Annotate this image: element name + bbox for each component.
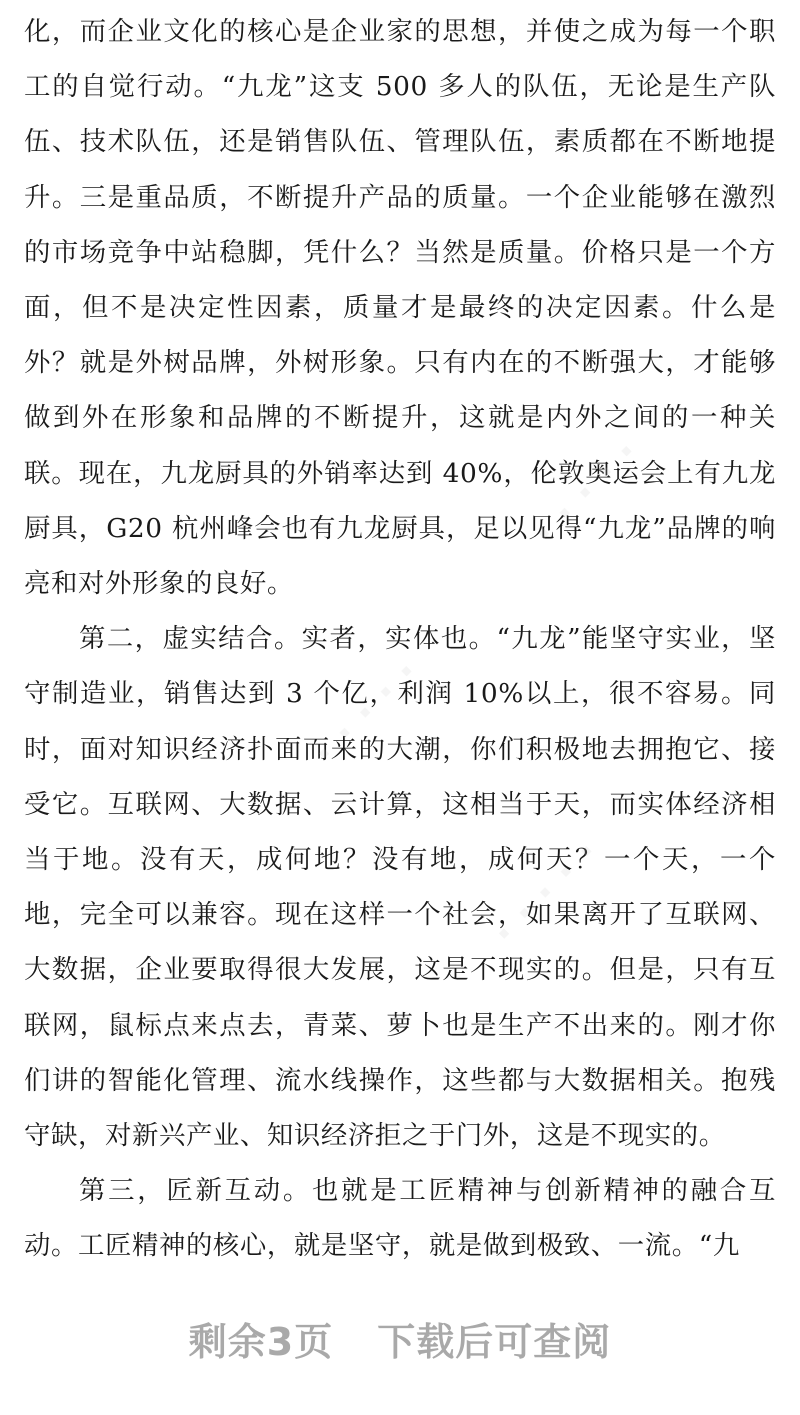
watermark: · · · · · [483,830,609,956]
download-hint-label: 下载后可查阅 [377,1319,612,1364]
paragraph-1: 化，而企业文化的核心是企业家的思想，并使之成为每一个职工的自觉行动。“九龙”这支 500 多人的队伍，无论是生产队伍、技术队伍，还是销售队伍、管理队伍，素质都在不断地提升。三是重品质，不断提升产品的质量。一个企业能够在激烈的市场竞争中站稳脚，凭什么？当然是质量。价格只是一个方面，但不是决定性因素，质量才是最终的决定因素。什么是外？就是外树品牌，外树形象。只有内在的不断强大，才能够做到外在形象和品牌的不断提升，这就是内外之间的一种关联。现在，九龙厨具的外销率达到 40%，伦敦奥运会上有九龙厨具，G20 杭州峰会也有九龙厨具，足以见得“九龙”品牌的响亮和对外形象的良好。 [24,16,776,600]
remaining-pages-label: 剩余3页 [188,1319,334,1364]
watermark: · · · · · [523,430,649,556]
document-body [24,4,776,1274]
paragraph-3: 第三，匠新互动。也就是工匠精神与创新精神的融合互动。工匠精神的核心，就是坚守，就是做到极致、一流。“九 [24,1175,776,1262]
download-prompt-banner[interactable] [0,1306,800,1370]
watermark: · · · · · [303,650,429,776]
paragraph-2: 第二，虚实结合。实者，实体也。“九龙”能坚守实业，坚守制造业，销售达到 3 个亿，利润 10%以上，很不容易。同时，面对知识经济扑面而来的大潮，你们积极地去拥抱它、接受它。互联网、大数据、云计算，这相当于天，而实体经济相当于地。没有天，成何地？没有地，成何天？一个天，一个地，完全可以兼容。现在这样一个社会，如果离开了互联网、大数据，企业要取得很大发展，这是不现实的。但是，只有互联网，鼠标点来点去，青菜、萝卜也是生产不出来的。刚才你们讲的智能化管理、流水线操作，这些都与大数据相关。抱残守缺，对新兴产业、知识经济拒之于门外，这是不现实的。 [24,623,776,1152]
